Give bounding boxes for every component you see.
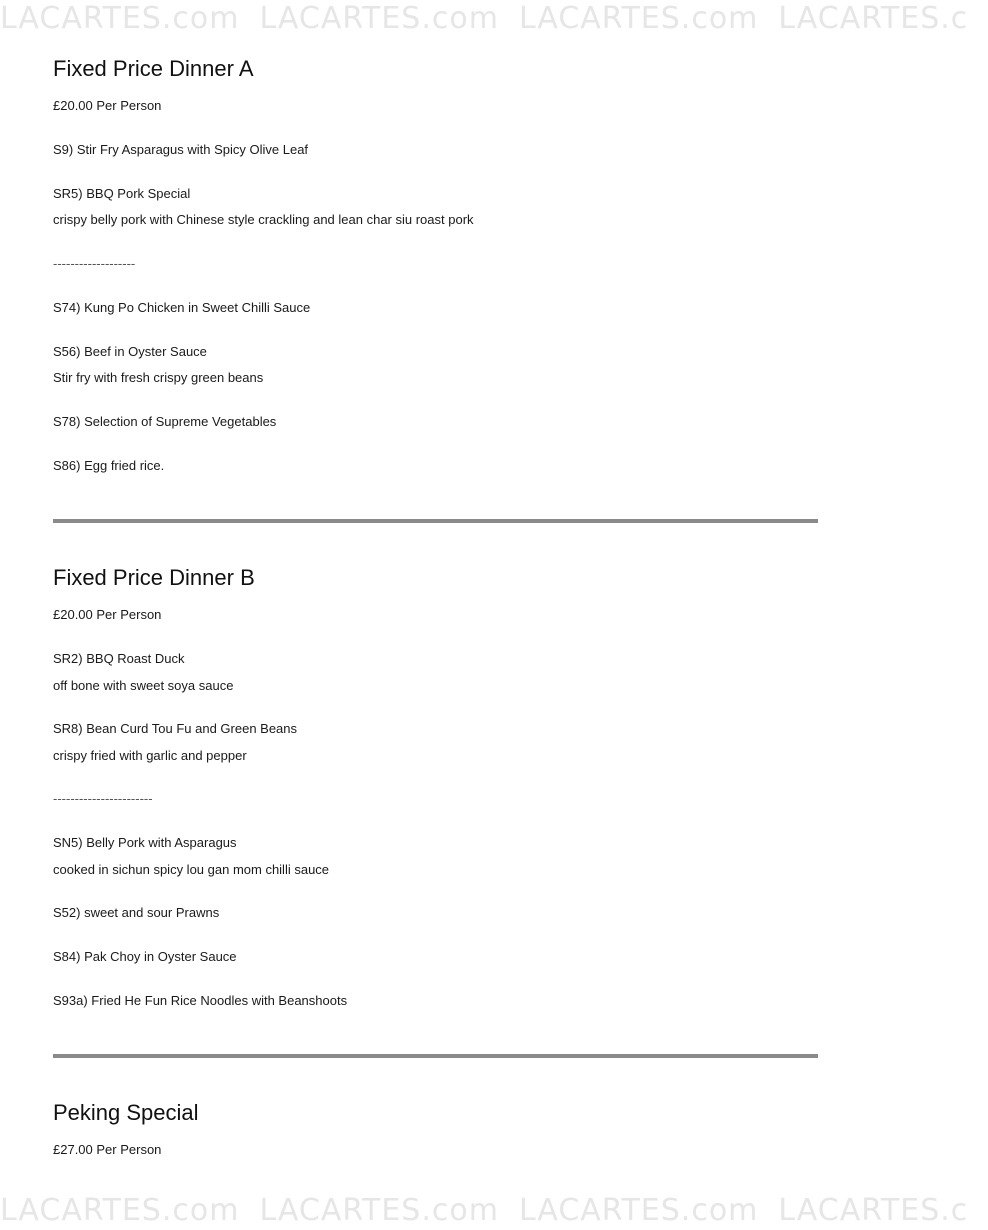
menu-b-item-2-description: crispy fried with garlic and pepper <box>53 748 247 763</box>
menu-a-item-4-description: Stir fry with fresh crispy green beans <box>53 370 264 385</box>
menu-a-item-2: SR5) BBQ Pork Special <box>53 186 191 201</box>
menu-b-item-1-description: off bone with sweet soya sauce <box>53 678 234 693</box>
menu-b-separator: ----------------------- <box>53 791 153 806</box>
menu-b-price: £20.00 Per Person <box>53 607 162 622</box>
watermark-text: LACARTES.com <box>259 1 499 36</box>
menu-c-title: Peking Special <box>53 1100 199 1125</box>
menu-b-title: Fixed Price Dinner B <box>53 565 255 590</box>
section-divider <box>53 1054 818 1058</box>
watermark-text: LACARTES.com <box>259 1193 499 1228</box>
watermark-text: LACARTES.com <box>518 1193 759 1228</box>
menu-b-item-5: S84) Pak Choy in Oyster Sauce <box>53 949 237 964</box>
menu-a-item-6: S86) Egg fried rice. <box>53 458 165 473</box>
menu-a-separator: ------------------- <box>53 256 136 271</box>
menu-b-item-4: S52) sweet and sour Prawns <box>53 905 220 920</box>
menu-a-item-3: S74) Kung Po Chicken in Sweet Chilli Sauce <box>53 300 311 315</box>
watermark-top <box>0 1 969 36</box>
watermark-text: LACARTES.com <box>518 1 759 36</box>
menu-b-item-1: SR2) BBQ Roast Duck <box>53 651 185 666</box>
menu-b-item-3: SN5) Belly Pork with Asparagus <box>53 835 237 850</box>
menu-a-item-5: S78) Selection of Supreme Vegetables <box>53 414 277 429</box>
watermark-text: LACARTES.c <box>778 1 969 36</box>
menu-c-price: £27.00 Per Person <box>53 1142 162 1157</box>
watermark-text: LACARTES.c <box>778 1193 969 1228</box>
menu-b-item-3-description: cooked in sichun spicy lou gan mom chilli sauce <box>53 862 330 877</box>
watermark-bottom <box>0 1193 969 1228</box>
menu-b-item-6: S93a) Fried He Fun Rice Noodles with Beanshoots <box>53 993 348 1008</box>
section-divider <box>53 519 818 523</box>
watermark-text: LACARTES.com <box>0 1193 240 1228</box>
menu-a-item-1: S9) Stir Fry Asparagus with Spicy Olive Leaf <box>53 142 309 157</box>
menu-a-price: £20.00 Per Person <box>53 98 162 113</box>
menu-b-item-2: SR8) Bean Curd Tou Fu and Green Beans <box>53 721 298 736</box>
menu-a-item-2-description: crispy belly pork with Chinese style crackling and lean char siu roast pork <box>53 212 474 227</box>
menu-a-item-4: S56) Beef in Oyster Sauce <box>53 344 207 359</box>
watermark-text: LACARTES.com <box>0 1 240 36</box>
menu-a-title: Fixed Price Dinner A <box>53 56 254 81</box>
